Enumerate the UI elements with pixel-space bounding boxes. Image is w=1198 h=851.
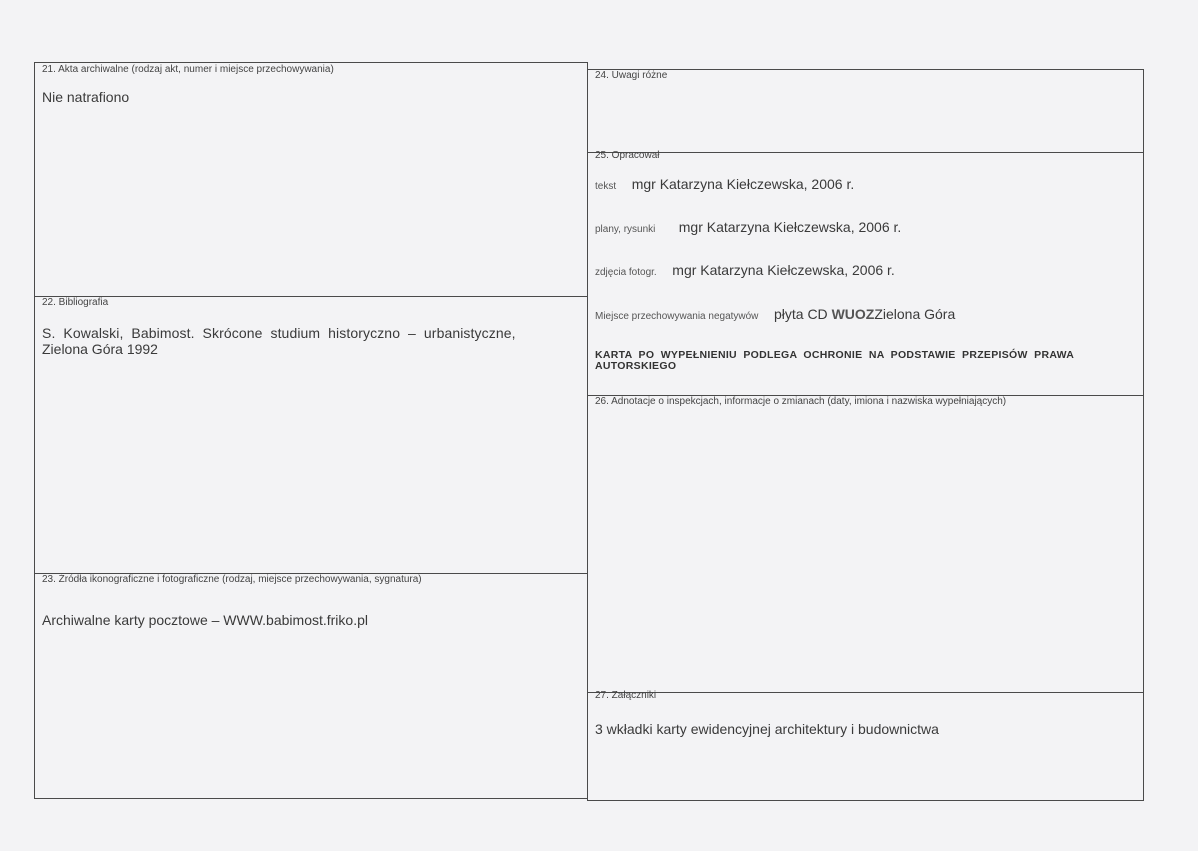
negatywy-label: Miejsce przechowywania negatywów xyxy=(595,311,759,322)
section-26-box xyxy=(587,395,1144,693)
section-25-tekst-row xyxy=(595,176,854,192)
section-27-box xyxy=(587,692,1144,801)
section-25-zdjecia-row xyxy=(595,262,895,278)
copyright-notice-line1: KARTA PO WYPEŁNIENIU PODLEGA OCHRONIE NA PODSTAWIE PRZEPISÓW PRAWA xyxy=(595,349,1075,361)
plany-value: mgr Katarzyna Kiełczewska, 2006 r. xyxy=(678,219,902,235)
section-23-header: 23. Źródła ikonograficzne i fotograficzne (rodzaj, miejsce przechowywania, sygnatura) xyxy=(42,574,422,585)
section-25-plany-row xyxy=(595,219,901,235)
zdjecia-value: mgr Katarzyna Kiełczewska, 2006 r. xyxy=(672,262,895,278)
section-25-header: 25. Opracował xyxy=(595,150,660,161)
copyright-notice-line2: AUTORSKIEGO xyxy=(595,360,677,372)
section-25-negatywy-row xyxy=(595,306,955,322)
section-21-value: Nie natrafiono xyxy=(42,89,130,105)
negatywy-value-c: Zielona Góra xyxy=(874,306,956,322)
section-21-header: 21. Akta archiwalne (rodzaj akt, numer i miejsce przechowywania) xyxy=(42,64,334,75)
negatywy-value-b: WUOZ xyxy=(831,306,875,322)
section-27-header: 27. Załączniki xyxy=(595,690,657,701)
negatywy-value-a: płyta CD xyxy=(773,306,828,322)
section-23-box xyxy=(34,573,588,799)
section-23-value: Archiwalne karty pocztowe – WWW.babimost.friko.pl xyxy=(42,612,368,628)
section-24-box xyxy=(587,69,1144,153)
section-22-line2: Zielona Góra 1992 xyxy=(42,341,158,357)
tekst-value: mgr Katarzyna Kiełczewska, 2006 r. xyxy=(631,176,855,192)
tekst-label: tekst xyxy=(595,181,617,192)
plany-label: plany, rysunki xyxy=(595,224,656,235)
zdjecia-label: zdjęcia fotogr. xyxy=(595,267,657,278)
section-27-value: 3 wkładki karty ewidencyjnej architektury i budownictwa xyxy=(595,721,939,737)
section-22-line1: S. Kowalski, Babimost. Skrócone studium historyczno – urbanistyczne, xyxy=(42,325,516,341)
section-22-header: 22. Bibliografia xyxy=(42,297,109,308)
section-26-header: 26. Adnotacje o inspekcjach, informacje o zmianach (daty, imiona i nazwiska wypełniających) xyxy=(595,396,1007,407)
section-24-header: 24. Uwagi różne xyxy=(595,70,668,81)
